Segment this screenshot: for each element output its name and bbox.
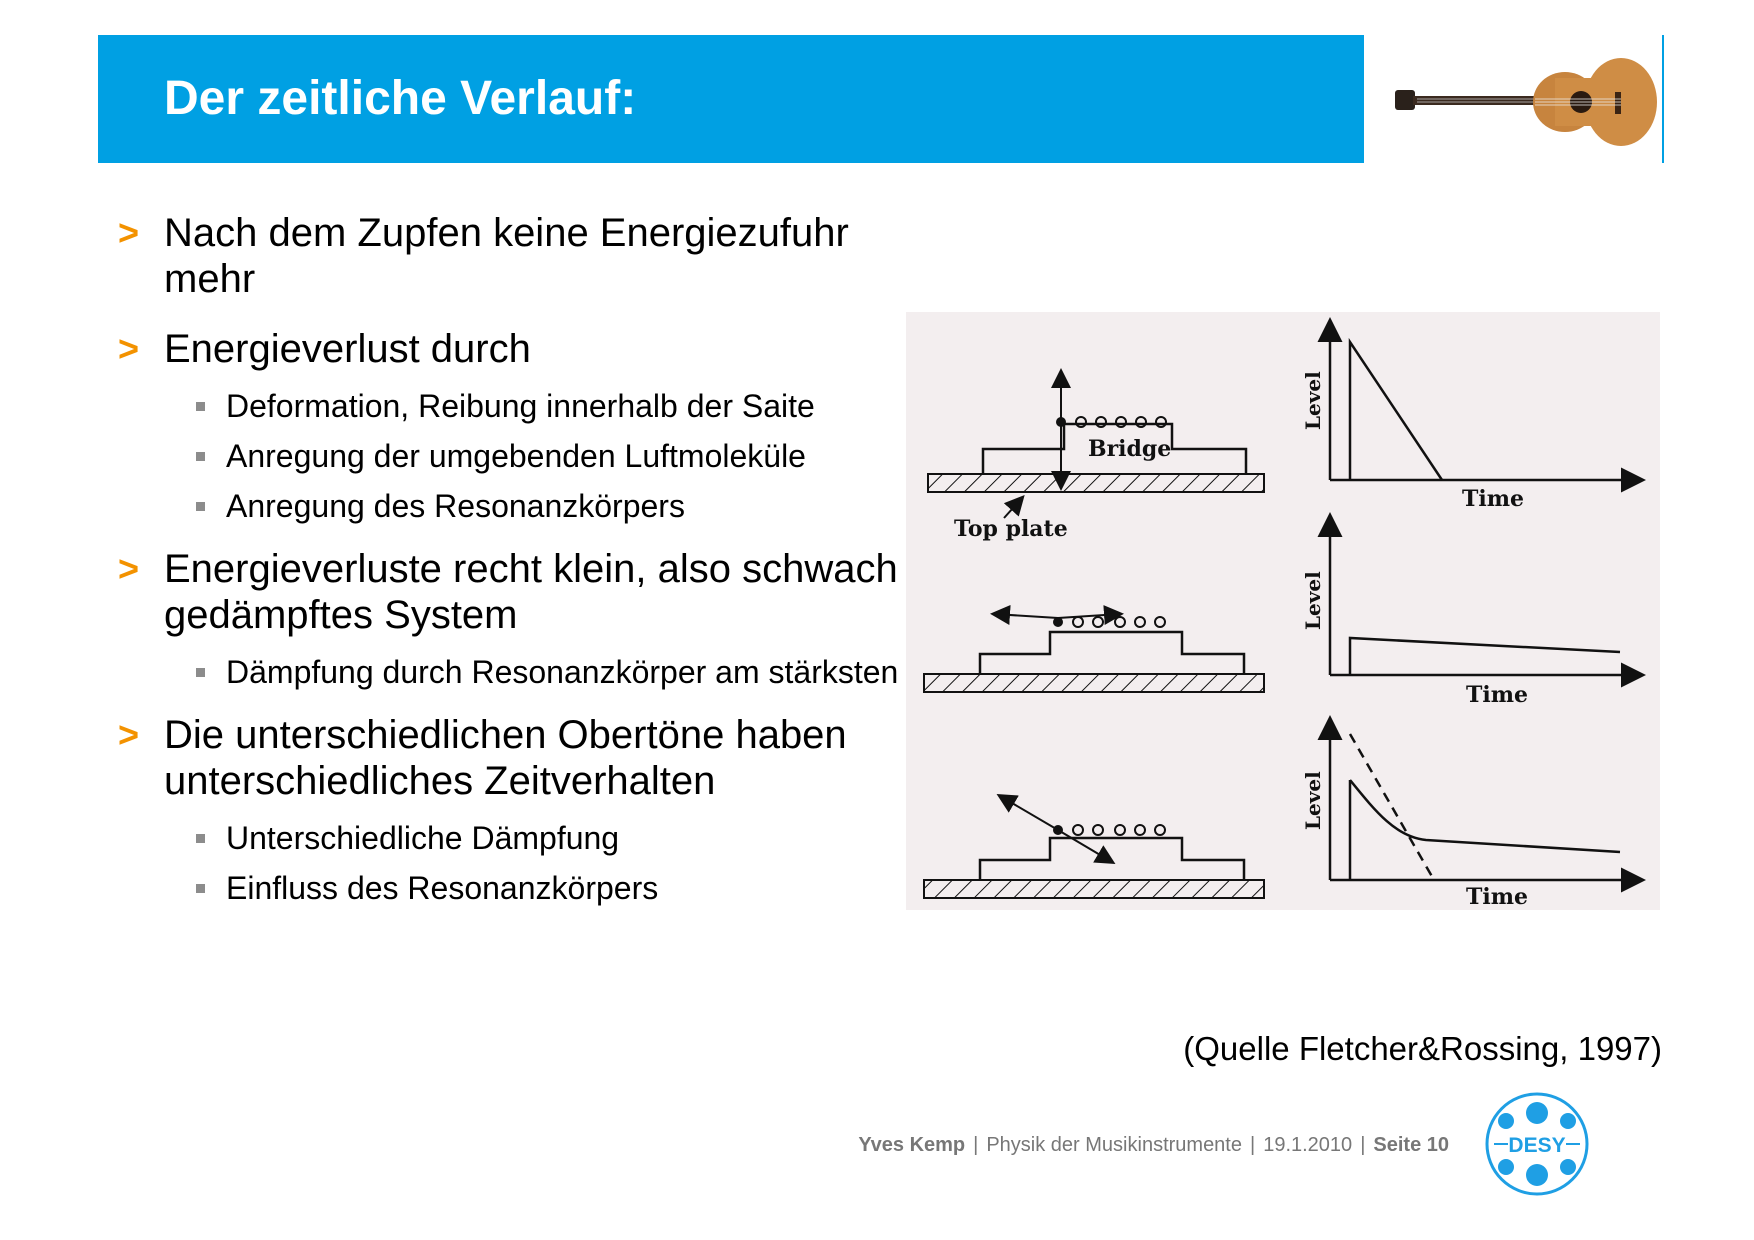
desy-logo xyxy=(1484,1091,1590,1197)
sub-bullet-item xyxy=(118,388,918,425)
sub-bullet-text: Deformation, Reibung innerhalb der Saite xyxy=(226,388,815,424)
footer-author: Yves Kemp xyxy=(858,1134,966,1156)
bullet-item xyxy=(118,546,918,638)
sub-bullet-item xyxy=(118,820,918,857)
sub-bullet-text: Anregung des Resonanzkörpers xyxy=(226,488,685,524)
footer-separator: | xyxy=(973,1134,979,1156)
figure-source: (Quelle Fletcher&Rossing, 1997) xyxy=(1183,1030,1662,1067)
level-time-graph-1 xyxy=(1301,322,1641,512)
top-plate-label: Top plate xyxy=(954,516,1068,542)
level-label: Level xyxy=(1301,371,1325,430)
slide-footer xyxy=(858,1134,1449,1157)
bullet-list xyxy=(118,210,918,928)
bullet-arrow-icon: > xyxy=(118,714,140,755)
level-label: Level xyxy=(1301,771,1325,830)
footer-course: Physik der Musikinstrumente xyxy=(986,1134,1242,1156)
bullet-arrow-icon: > xyxy=(118,328,140,369)
time-label: Time xyxy=(1466,682,1529,708)
bullet-text: Die unterschiedlichen Obertöne haben unterschiedliches Zeitverhalten xyxy=(164,713,847,803)
bullet-text: Energieverluste recht klein, also schwach gedämpftes System xyxy=(164,547,898,637)
bullet-item xyxy=(118,326,918,372)
square-bullet-icon xyxy=(196,668,205,677)
sub-bullet-text: Einfluss des Resonanzkörpers xyxy=(226,870,659,906)
sub-bullet-item xyxy=(118,438,918,475)
square-bullet-icon xyxy=(196,502,205,511)
square-bullet-icon xyxy=(196,402,205,411)
bridge-diagram-2 xyxy=(924,614,1264,692)
bullet-arrow-icon: > xyxy=(118,548,140,589)
level-time-graph-3 xyxy=(1301,720,1641,910)
sub-bullet-item xyxy=(118,870,918,907)
bridge-diagram-1 xyxy=(928,372,1264,542)
footer-separator: | xyxy=(1360,1134,1366,1156)
footer-page-number: Seite 10 xyxy=(1373,1134,1449,1156)
desy-logo-text: DESY xyxy=(1508,1134,1566,1157)
level-label: Level xyxy=(1301,571,1325,630)
footer-date: 19.1.2010 xyxy=(1263,1134,1353,1156)
header-divider xyxy=(1662,35,1664,163)
square-bullet-icon xyxy=(196,452,205,461)
sub-bullet-text: Unterschiedliche Dämpfung xyxy=(226,820,620,856)
footer-separator: | xyxy=(1250,1134,1256,1156)
level-time-graph-2 xyxy=(1301,517,1641,708)
slide-title: Der zeitliche Verlauf: xyxy=(164,72,637,125)
title-bar xyxy=(98,35,1364,163)
bullet-text: Nach dem Zupfen keine Energiezufuhr mehr xyxy=(164,211,849,301)
sub-bullet-item xyxy=(118,488,918,525)
bridge-label: Bridge xyxy=(1088,436,1172,462)
sub-bullet-text: Anregung der umgebenden Luftmoleküle xyxy=(226,438,806,474)
bullet-item xyxy=(118,712,918,804)
time-label: Time xyxy=(1466,884,1529,910)
bullet-arrow-icon: > xyxy=(118,212,140,253)
time-label: Time xyxy=(1462,486,1525,512)
bullet-text: Energieverlust durch xyxy=(164,327,531,371)
square-bullet-icon xyxy=(196,884,205,893)
square-bullet-icon xyxy=(196,834,205,843)
string-damping-figure xyxy=(906,312,1660,910)
sub-bullet-item xyxy=(118,654,918,691)
guitar-image xyxy=(1385,50,1657,158)
sub-bullet-text: Dämpfung durch Resonanzkörper am stärksten xyxy=(226,654,899,690)
bullet-item xyxy=(118,210,918,302)
bridge-diagram-3 xyxy=(924,796,1264,898)
